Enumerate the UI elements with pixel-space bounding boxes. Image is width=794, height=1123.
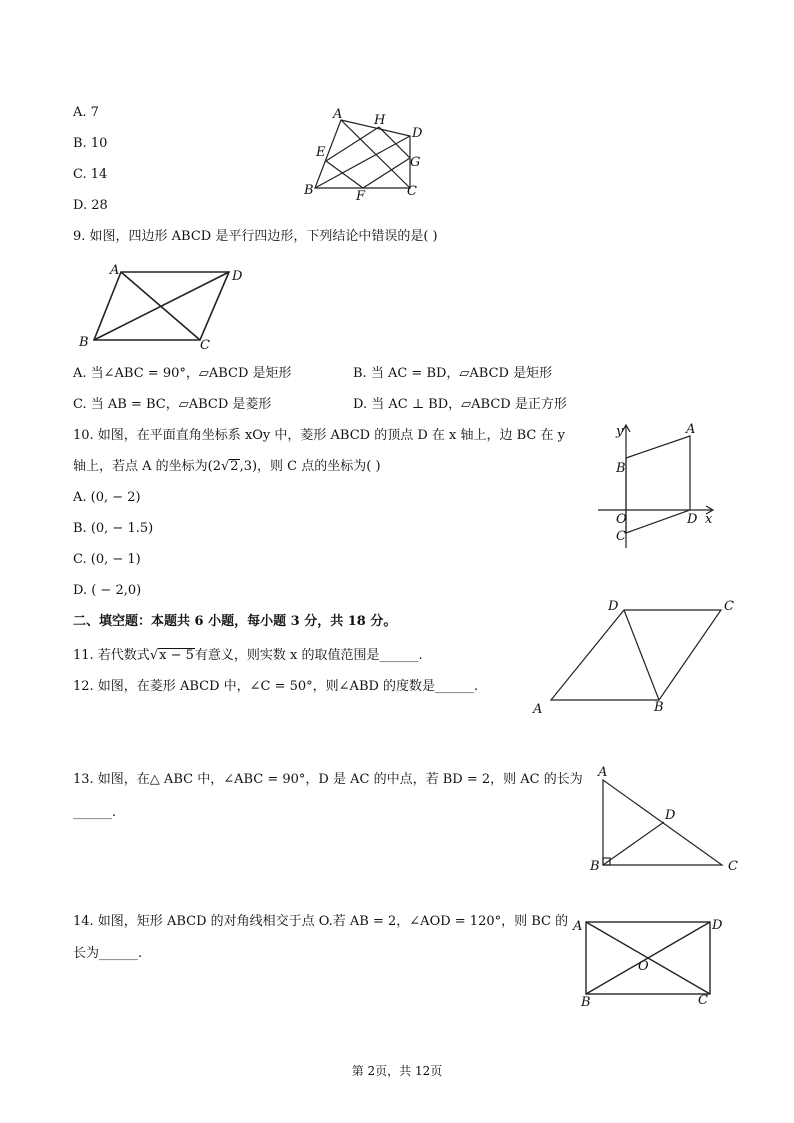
q13-label-b: B	[590, 859, 600, 874]
q9-label-b: B	[79, 335, 89, 350]
q13-stem-line1: 13. 如图，在△ ABC 中，∠ABC = 90°，D 是 AC 的中点，若 BD = 2，则 AC 的长为	[73, 772, 583, 787]
q10-label-c: C	[616, 529, 626, 544]
q10-label-y: y	[616, 424, 624, 439]
q9-figure	[74, 262, 254, 352]
q8-option-c: C. 14	[73, 167, 108, 182]
q12-label-d: D	[608, 599, 619, 614]
page-footer: 第 2页，共 12页	[351, 1064, 443, 1078]
q8-option-d: D. 28	[73, 198, 108, 213]
q13-figure	[586, 762, 746, 877]
q8-label-d: D	[412, 126, 423, 141]
q9-option-a: A. 当∠ABC = 90°，▱ABCD 是矩形	[73, 366, 292, 381]
q8-label-a: A	[333, 107, 343, 122]
q8-label-c: C	[407, 184, 417, 199]
q8-figure	[298, 106, 428, 202]
q9-option-d: D. 当 AC ⊥ BD，▱ABCD 是正方形	[353, 397, 567, 412]
q12-stem: 12. 如图，在菱形 ABCD 中，∠C = 50°，则∠ABD 的度数是______.	[73, 679, 479, 694]
q10-stem-line2: 轴上，若点 A 的坐标为(2√2,3)，则 C 点的坐标为( )	[73, 459, 381, 474]
q12-label-c: C	[724, 599, 734, 614]
q10-figure	[596, 420, 721, 554]
q13-label-c: C	[728, 859, 738, 874]
q14-label-d: D	[712, 918, 723, 933]
q14-label-c: C	[698, 993, 708, 1008]
q10-label-a: A	[686, 422, 696, 437]
q10-option-b: B. (0, − 1.5)	[73, 521, 154, 536]
q8-option-b: B. 10	[73, 136, 108, 151]
q12-figure	[528, 596, 743, 718]
q9-stem: 9. 如图，四边形 ABCD 是平行四边形，下列结论中错误的是( )	[73, 229, 438, 244]
q11-stem: 11. 若代数式√x − 5有意义，则实数 x 的取值范围是______.	[73, 648, 423, 663]
q10-label-d: D	[687, 512, 698, 527]
section2-heading: 二、填空题：本题共 6 小题，每小题 3 分，共 18 分。	[73, 614, 397, 629]
q14-label-a: A	[573, 919, 583, 934]
q10-stem-line2-b: ,3)，则 C 点的坐标为( )	[239, 459, 381, 474]
q8-label-f: F	[356, 189, 366, 202]
q10-stem-line1: 10. 如图，在平面直角坐标系 xOy 中，菱形 ABCD 的顶点 D 在 x 轴上，边 BC 在 y	[73, 428, 565, 443]
q9-label-c: C	[200, 338, 210, 352]
q13-label-d: D	[665, 808, 676, 823]
q10-label-b: B	[616, 461, 626, 476]
q11-stem-root: x − 5	[159, 648, 194, 663]
q9-label-d: D	[232, 269, 243, 284]
q8-label-h: H	[374, 113, 386, 128]
q8-label-g: G	[410, 155, 421, 170]
q8-label-b: B	[304, 183, 314, 198]
q8-label-e: E	[316, 145, 326, 160]
q8-option-a: A. 7	[73, 105, 99, 120]
q13-label-a: A	[598, 765, 608, 780]
q10-stem-root: 2	[230, 459, 239, 474]
q10-stem-line2-a: 轴上，若点 A 的坐标为(2	[73, 459, 221, 474]
q14-label-b: B	[581, 995, 591, 1010]
q14-stem-line2: 长为______.	[73, 946, 143, 961]
q13-stem-line2: ______.	[73, 805, 117, 820]
q11-stem-a: 11. 若代数式	[73, 648, 150, 663]
q11-stem-b: 有意义，则实数 x 的取值范围是______.	[194, 648, 423, 663]
q14-figure	[570, 910, 730, 1010]
q10-option-c: C. (0, − 1)	[73, 552, 141, 567]
q12-label-b: B	[654, 700, 664, 715]
q10-label-x: x	[705, 512, 713, 527]
q10-label-o: O	[616, 512, 627, 527]
q14-stem-line1: 14. 如图，矩形 ABCD 的对角线相交于点 O.若 AB = 2，∠AOD = 120°，则 BC 的	[73, 914, 569, 929]
q10-option-a: A. (0, − 2)	[73, 490, 141, 505]
q9-option-b: B. 当 AC = BD，▱ABCD 是矩形	[353, 366, 553, 381]
q14-label-o: O	[638, 959, 649, 974]
q9-option-c: C. 当 AB = BC，▱ABCD 是菱形	[73, 397, 272, 412]
q9-label-a: A	[110, 263, 120, 278]
q10-option-d: D. ( − 2,0)	[73, 583, 142, 598]
q12-label-a: A	[533, 702, 543, 717]
